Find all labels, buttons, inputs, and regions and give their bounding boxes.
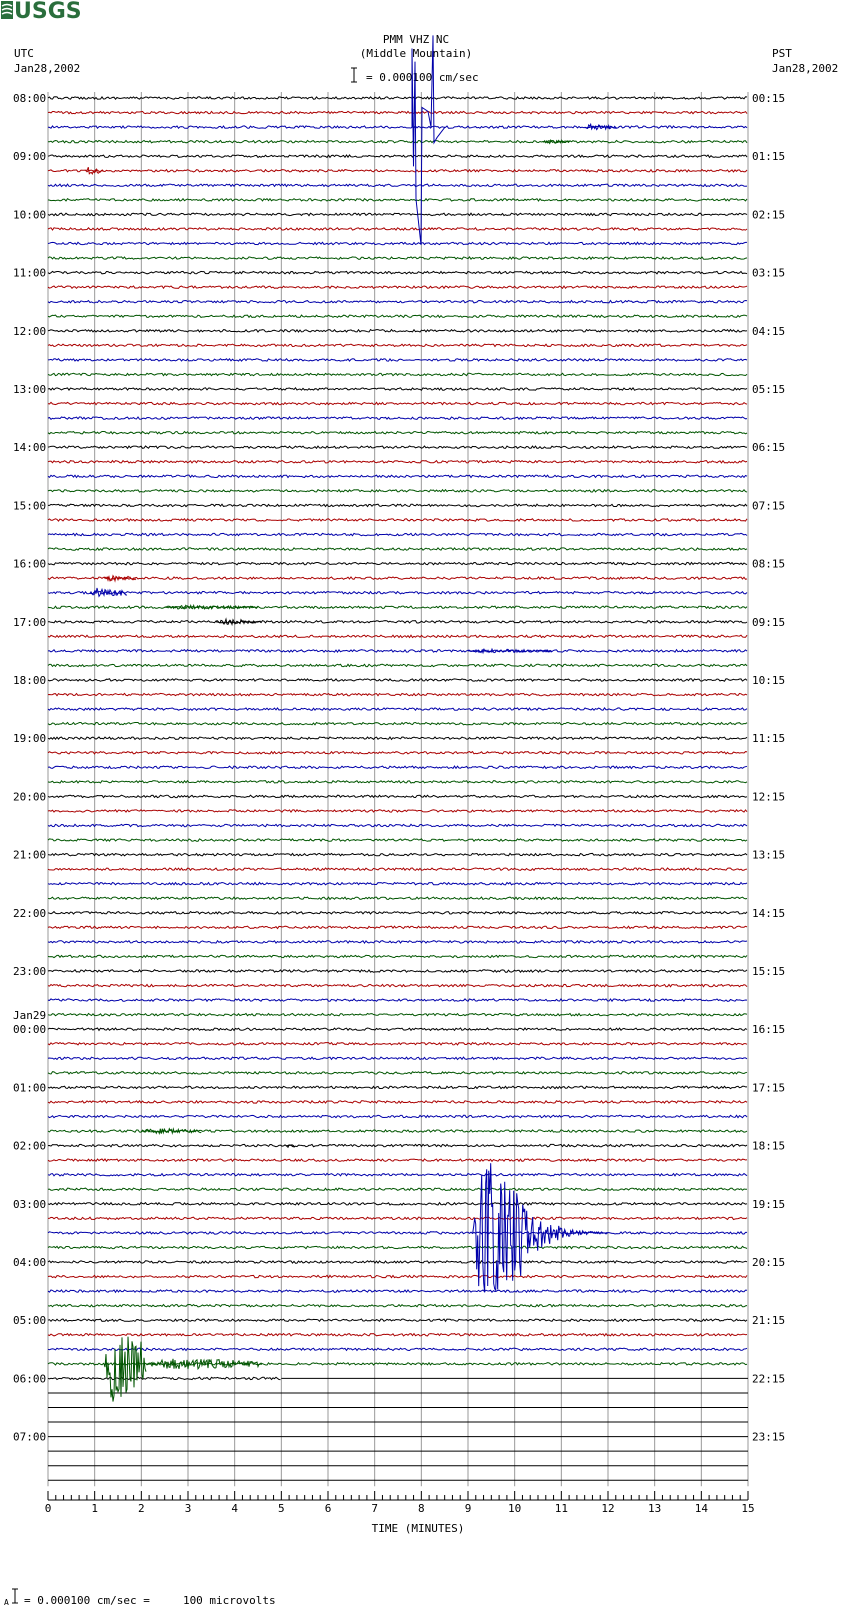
trace-35 (48, 606, 747, 608)
trace-6 (48, 184, 747, 186)
pst-hour-label: 16:15 (752, 1023, 786, 1037)
day-change-label: Jan29 (13, 1009, 47, 1023)
event-waveform-4 (104, 576, 136, 581)
trace-55 (48, 897, 747, 899)
utc-hour-label: 08:00 (13, 92, 47, 105)
pst-hour-label: 19:15 (752, 1197, 786, 1211)
x-tick-label: 11 (554, 1502, 568, 1515)
trace-60 (48, 970, 747, 972)
trace-86 (48, 1348, 747, 1350)
utc-hour-label: 13:00 (13, 383, 47, 396)
trace-59 (48, 955, 747, 957)
trace-2 (48, 126, 747, 128)
pst-hour-label: 10:15 (752, 674, 786, 687)
trace-23 (48, 432, 747, 434)
x-axis-label: TIME (MINUTES) (371, 1522, 465, 1535)
trace-28 (48, 504, 747, 506)
trace-57 (48, 926, 747, 928)
event-waveform-0 (412, 35, 445, 245)
trace-42 (48, 708, 747, 710)
utc-hour-label: 02:00 (13, 1139, 47, 1153)
utc-hour-label: 07:00 (13, 1430, 47, 1444)
pst-hour-label: 20:15 (752, 1256, 786, 1269)
event-waveform-1 (585, 124, 617, 129)
trace-58 (48, 941, 747, 943)
trace-73 (48, 1159, 747, 1161)
usgs-logo-text: USGS (14, 0, 82, 24)
trace-4 (48, 155, 747, 157)
x-tick-label: 2 (138, 1502, 145, 1515)
trace-9 (48, 228, 747, 230)
pst-hour-label: 05:15 (752, 383, 786, 396)
utc-hour-label: 21:00 (13, 848, 47, 862)
trace-43 (48, 723, 747, 725)
pst-hour-label: 03:15 (752, 266, 786, 280)
x-tick-label: 13 (648, 1502, 662, 1515)
trace-21 (48, 402, 747, 404)
utc-hour-label: 17:00 (13, 615, 47, 629)
utc-hour-label: 22:00 (13, 906, 47, 920)
utc-hour-label: 14:00 (13, 441, 47, 455)
utc-hour-label: 01:00 (13, 1081, 47, 1095)
utc-hour-label: 15:00 (13, 499, 47, 513)
trace-70 (48, 1115, 747, 1117)
trace-34 (48, 592, 747, 594)
pst-hour-label: 17:15 (752, 1081, 786, 1095)
trace-54 (48, 883, 747, 885)
trace-81 (48, 1275, 747, 1277)
trace-68 (48, 1086, 747, 1088)
x-tick-label: 1 (91, 1502, 98, 1515)
trace-88 (48, 1377, 281, 1379)
left-date: Jan28,2002 (14, 62, 81, 75)
pst-hour-label: 02:15 (752, 208, 786, 222)
x-tick-label: 8 (418, 1502, 425, 1515)
pst-hour-label: 15:15 (752, 965, 786, 978)
trace-44 (48, 737, 747, 739)
trace-26 (48, 475, 747, 477)
pst-hour-label: 12:15 (752, 790, 786, 804)
trace-66 (48, 1057, 747, 1059)
utc-hour-label: 04:00 (13, 1256, 47, 1269)
utc-hour-label: 10:00 (13, 208, 47, 222)
footer-scale-icon (12, 1589, 18, 1603)
trace-82 (48, 1290, 747, 1292)
x-tick-label: 3 (184, 1502, 192, 1515)
trace-63 (48, 1014, 747, 1016)
x-tick-label: 0 (44, 1502, 52, 1515)
right-timezone: PST (772, 47, 792, 60)
pst-hour-label: 07:15 (752, 499, 786, 513)
trace-5 (48, 170, 747, 172)
trace-8 (48, 213, 747, 215)
pst-hour-label: 14:15 (752, 906, 786, 920)
event-waveform-13 (473, 1163, 608, 1292)
trace-64 (48, 1028, 747, 1030)
trace-10 (48, 242, 747, 244)
scale-bar-icon (351, 68, 357, 82)
trace-16 (48, 330, 747, 332)
trace-38 (48, 650, 747, 652)
trace-76 (48, 1203, 747, 1205)
scale-label: = 0.000100 cm/sec (366, 71, 479, 84)
trace-32 (48, 562, 747, 564)
footer-mark: A (4, 1598, 9, 1607)
pst-hour-labels (752, 92, 785, 1444)
trace-49 (48, 810, 747, 812)
trace-14 (48, 301, 747, 303)
trace-17 (48, 344, 747, 346)
trace-18 (48, 359, 747, 361)
trace-22 (48, 417, 747, 419)
station-title: PMM VHZ NC (382, 33, 450, 46)
trace-47 (48, 781, 747, 783)
trace-0 (48, 97, 747, 99)
trace-56 (48, 912, 747, 914)
event-waveform-8 (468, 649, 552, 653)
trace-37 (48, 635, 747, 637)
pst-hour-label: 11:15 (752, 732, 786, 746)
event-waveform-12 (146, 1359, 262, 1369)
trace-83 (48, 1305, 747, 1307)
footer-scale-note: = 0.000100 cm/sec = 100 microvolts (24, 1594, 276, 1607)
trace-31 (48, 548, 747, 550)
usgs-logo (1, 0, 82, 24)
event-waveform-9 (141, 1129, 201, 1134)
utc-hour-label: 20:00 (13, 790, 47, 804)
trace-24 (48, 446, 747, 448)
utc-hour-label: 18:00 (13, 674, 47, 687)
trace-50 (48, 824, 747, 826)
trace-67 (48, 1072, 747, 1074)
trace-85 (48, 1334, 747, 1336)
trace-75 (48, 1188, 747, 1190)
utc-hour-label: 09:00 (13, 150, 47, 164)
event-waveforms (85, 35, 616, 1401)
trace-19 (48, 373, 747, 375)
x-tick-label: 7 (371, 1502, 378, 1515)
trace-40 (48, 679, 747, 681)
trace-7 (48, 199, 747, 201)
pst-hour-label: 13:15 (752, 848, 786, 862)
pst-hour-label: 04:15 (752, 324, 786, 338)
utc-hour-label: 23:00 (13, 965, 47, 978)
trace-1 (48, 111, 747, 113)
trace-27 (48, 490, 747, 492)
trace-74 (48, 1174, 747, 1176)
x-tick-label: 9 (464, 1502, 472, 1515)
trace-39 (48, 664, 747, 666)
trace-33 (48, 577, 747, 579)
trace-65 (48, 1043, 747, 1045)
trace-80 (48, 1261, 747, 1263)
utc-hour-label: 11:00 (13, 266, 47, 280)
trace-25 (48, 461, 747, 463)
x-tick-label: 10 (508, 1502, 522, 1515)
pst-hour-label: 08:15 (752, 557, 786, 571)
right-date: Jan28,2002 (772, 62, 839, 75)
trace-84 (48, 1319, 747, 1321)
pst-hour-label: 23:15 (752, 1430, 786, 1444)
utc-hour-label: 19:00 (13, 732, 47, 746)
trace-lines (48, 97, 748, 1480)
x-tick-label: 15 (741, 1502, 755, 1515)
trace-78 (48, 1232, 747, 1234)
utc-hour-label: 05:00 (13, 1314, 47, 1328)
pst-hour-label: 06:15 (752, 441, 786, 455)
station-location: (Middle Mountain) (359, 47, 473, 60)
trace-36 (48, 621, 747, 623)
trace-12 (48, 271, 747, 273)
trace-3 (48, 141, 747, 143)
trace-62 (48, 999, 747, 1001)
pst-hour-label: 22:15 (752, 1372, 786, 1386)
utc-hour-label: 00:00 (13, 1023, 47, 1037)
trace-13 (48, 286, 747, 288)
trace-20 (48, 388, 747, 390)
utc-hour-label: 12:00 (13, 324, 47, 338)
left-timezone: UTC (14, 47, 34, 60)
trace-48 (48, 795, 747, 797)
x-tick-label: 4 (231, 1502, 238, 1515)
trace-77 (48, 1217, 747, 1219)
trace-53 (48, 868, 747, 870)
utc-hour-labels (13, 92, 46, 1444)
x-tick-label: 14 (694, 1502, 708, 1515)
trace-51 (48, 839, 747, 841)
trace-72 (48, 1144, 747, 1146)
pst-hour-label: 00:15 (752, 92, 786, 105)
trace-30 (48, 533, 747, 535)
trace-61 (48, 984, 747, 986)
trace-79 (48, 1246, 747, 1248)
trace-46 (48, 766, 747, 768)
pst-hour-label: 21:15 (752, 1314, 786, 1328)
trace-11 (48, 257, 747, 259)
x-tick-label: 5 (278, 1502, 285, 1515)
trace-45 (48, 752, 747, 754)
utc-hour-label: 16:00 (13, 557, 47, 571)
trace-15 (48, 315, 747, 317)
trace-41 (48, 693, 747, 695)
utc-hour-label: 06:00 (13, 1372, 47, 1386)
event-waveform-5 (90, 588, 127, 596)
event-waveform-11 (104, 1337, 146, 1402)
pst-hour-label: 01:15 (752, 150, 786, 164)
x-tick-label: 12 (601, 1502, 615, 1515)
pst-hour-label: 09:15 (752, 615, 786, 629)
utc-hour-label: 03:00 (13, 1197, 47, 1211)
trace-29 (48, 519, 747, 521)
x-axis (45, 1491, 755, 1515)
x-tick-label: 6 (324, 1502, 332, 1515)
trace-52 (48, 853, 747, 855)
trace-69 (48, 1101, 747, 1103)
pst-hour-label: 18:15 (752, 1139, 786, 1153)
